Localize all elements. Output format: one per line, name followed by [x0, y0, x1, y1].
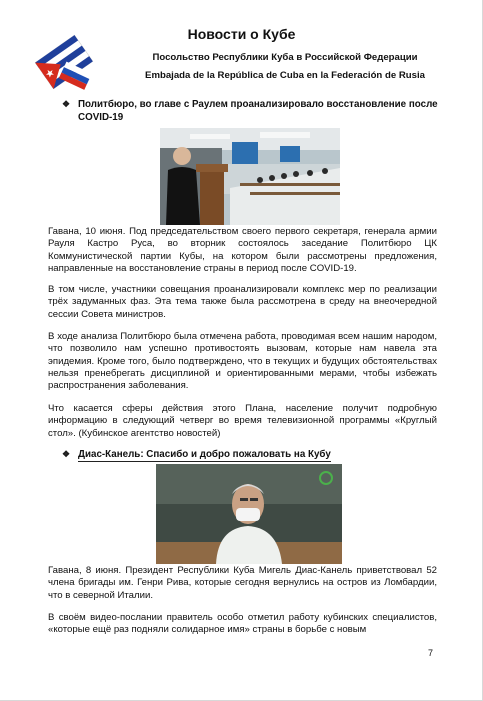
embassy-name-ru: Посольство Республики Куба в Российской Федерации	[152, 52, 418, 63]
article1-paragraph-3: В ходе анализа Политбюро была отмечена работа, проводимая всем нашим народом, что позволило нам успешно противостоять вызовам, которые нам навела эта эпидемия. Кроме того, было подтверждено, что в текущих и будущих обстоятельствах нельзя пренебрегать дисциплиной и ориентированными мерами, чтобы избежать распространения заболевания.	[48, 331, 437, 392]
diamond-bullet-icon: ❖	[62, 449, 71, 459]
article2-headline-text: Диас-Канель: Спасибо и добро пожаловать на Кубу	[78, 449, 331, 460]
article2-headline	[62, 448, 362, 464]
article1-headline-text: Политбюро, во главе с Раулем проанализировало восстановление после COVID-19	[78, 99, 438, 123]
article1-headline	[62, 98, 462, 128]
article1-paragraph-2: В том числе, участники совещания проанализировали комплекс мер по реализации трёх задуманных фаз. Эта тема также была рассмотрена в среду на внеочередной сессии Совета министров.	[48, 284, 437, 320]
diaz-canel-video-photo	[156, 464, 342, 564]
article1-paragraph-1: Гавана, 10 июня. Под председательством своего первого секретаря, генерала армии Рауля Кастро Руса, во вторник состоялось заседание Политбюро ЦК Коммунистической партии Кубы, на котором были рассмотрены предложения, направленные на восстановление страны в период после COVID-19.	[48, 226, 437, 274]
diamond-bullet-icon: ❖	[62, 99, 71, 109]
embassy-name-es: Embajada de la República de Cuba en la Federación de Rusia	[145, 70, 425, 81]
page-number: 7	[428, 648, 434, 658]
article1-paragraph-4: Что касается сферы действия этого Плана, население получит подробную информацию в следующий четверг во время телевизионной программы «Круглый стол». (Кубинское агентство новостей)	[48, 403, 437, 439]
article2-paragraph-1: Гавана, 8 июня. Президент Республики Куба Мигель Диас-Канель приветствовал 52 члена бригады им. Генри Рива, которые сегодня вернулись на остров из Ломбардии, что в северной Италии.	[48, 565, 437, 601]
politburo-meeting-photo	[160, 128, 340, 225]
article2-paragraph-2: В своём видео-послании правитель особо отметил работу кубинских специалистов, «которые ещё раз подняли солидарное имя» страны в борьбе с новым	[48, 612, 437, 636]
page-title: Новости о Кубе	[187, 26, 296, 42]
